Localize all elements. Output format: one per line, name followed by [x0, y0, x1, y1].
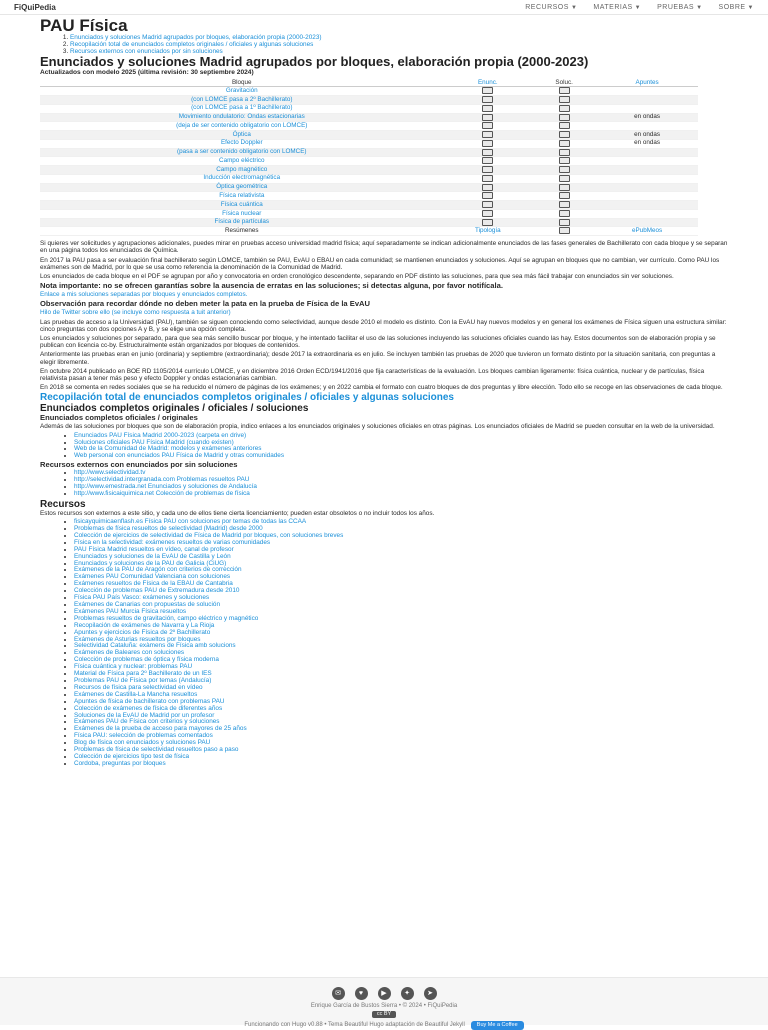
pdf-icon[interactable] — [482, 96, 493, 103]
list-item[interactable] — [74, 761, 728, 768]
block-link[interactable]: (pasa a ser contenido obligatorio con LOMCE) — [177, 148, 307, 156]
enunc-cell[interactable] — [444, 122, 533, 131]
list-link[interactable]: Exámenes de Castilla-La Mancha resueltos — [74, 690, 198, 698]
apuntes-cell[interactable] — [596, 166, 698, 175]
pdf-icon[interactable] — [559, 140, 570, 147]
table-row — [40, 122, 698, 131]
list-link[interactable]: Exámenes de la PAU de Aragón con criterios de corrección — [74, 566, 242, 574]
block-link[interactable]: Campo magnético — [216, 165, 268, 173]
pdf-icon[interactable] — [482, 140, 493, 147]
paragraph: En octubre 2014 publicado en BOE RD 1105/2014 currículo LOMCE, y en diciembre 2016 Orden ECD/1941/2016 que fija características de la evaluación. Los bloques cambian ligeramente: física cuántica, nuclear y de partículas, física relativista pasan a tener más peso y efecto Doppler y ondas estacionarias cambian. — [40, 367, 705, 383]
table-row — [40, 166, 698, 175]
nav-label: PRUEBAS — [657, 3, 695, 11]
block-link[interactable]: Física nuclear — [222, 209, 262, 217]
paragraph: En 2017 la PAU pasa a ser evaluación final bachillerato según LOMCE, también se PAU, EvAU o EBAU en cada comunidad; se mantienen enunciados y soluciones. Aquí se agrupan en bloques que no cambian, ver currículo. Como PAU los exámenes son de Madrid, por lo que se usa como referencia la denominación de la Comunidad de Madrid. — [40, 256, 720, 271]
enunc-cell[interactable] — [444, 131, 533, 140]
chevron-down-icon: ▼ — [747, 4, 754, 11]
footer — [0, 977, 768, 1028]
block-cell[interactable] — [40, 87, 444, 96]
list-link[interactable]: Exámenes resueltos de Física de la EBAU de Cantabria — [74, 580, 233, 588]
soluc-cell[interactable] — [532, 157, 596, 166]
soluc-cell[interactable] — [532, 131, 596, 140]
nav-label: SOBRE — [718, 3, 746, 11]
enunc-cell[interactable] — [444, 174, 533, 183]
apuntes-cell[interactable] — [596, 201, 698, 210]
soluc-cell[interactable] — [532, 122, 596, 131]
pdf-icon[interactable] — [482, 105, 493, 112]
block-link[interactable]: (deja de ser contenido obligatorio con LOMCE) — [176, 121, 308, 129]
pdf-icon[interactable] — [482, 219, 493, 226]
soluc-cell[interactable] — [532, 218, 596, 227]
soluc-cell[interactable] — [532, 87, 596, 96]
email-icon[interactable]: ✉ — [332, 987, 345, 1000]
block-link[interactable]: (con LOMCE pasa a 1º Bachillerato) — [191, 104, 293, 112]
list-link[interactable]: Web de la Comunidad de Madrid: modelos y exámenes anteriores — [74, 445, 262, 453]
paragraph: Además de las soluciones por bloques que son de elaboración propia, indico enlaces a los enunciados originales y soluciones oficiales en otras páginas. Los enunciados oficiales de Madrid se pueden consultar en la web de la universidad. — [40, 423, 715, 431]
enunc-cell[interactable] — [444, 201, 533, 210]
external-heading: Recursos externos con enunciados por sin soluciones — [40, 460, 238, 470]
list-link[interactable]: Colección de problemas de óptica y física moderna — [74, 656, 219, 664]
pdf-icon[interactable] — [559, 184, 570, 191]
resources-list — [40, 519, 728, 768]
toc-link[interactable]: Enunciados y soluciones Madrid agrupados por bloques, elaboración propia (2000-2023) — [70, 34, 322, 41]
block-link[interactable]: Efecto Doppler — [220, 139, 263, 147]
heart-icon[interactable]: ♥ — [355, 987, 368, 1000]
tipologia-link[interactable]: Tipología — [474, 227, 501, 235]
pdf-icon[interactable] — [482, 122, 493, 129]
soluc-cell[interactable] — [532, 148, 596, 157]
toc-link[interactable]: Recursos externos con enunciados por sin soluciones — [70, 48, 223, 55]
pdf-icon[interactable] — [559, 105, 570, 112]
social-links — [0, 987, 768, 1000]
list-link[interactable]: Soluciones oficiales PAU Física Madrid (cuando existen) — [74, 438, 234, 446]
apuntes-cell[interactable] — [596, 139, 698, 148]
list-link[interactable]: Problemas resueltos de gravitación, campo eléctrico y magnético — [74, 614, 259, 622]
list-link[interactable]: Exámenes PAU de Física con criterios y soluciones — [74, 718, 220, 726]
solutions-link[interactable]: Enlace a mis soluciones separadas por bloques y enunciados completos. — [40, 291, 248, 299]
chevron-down-icon: ▼ — [634, 4, 642, 11]
list-link[interactable]: Exámenes de Baleares con soluciones — [74, 649, 185, 657]
updated-note: Actualizados con modelo 2025 (última revisión: 30 septiembre 2024) — [40, 69, 254, 76]
pdf-icon[interactable] — [559, 131, 570, 138]
full-exams-heading: Enunciados completos originales / oficiales / soluciones — [40, 403, 309, 415]
list-link[interactable]: Colección de ejercicios de selectividad de Física de Madrid por bloques, con soluciones breves — [74, 531, 344, 539]
soluc-cell[interactable] — [532, 139, 596, 148]
soluc-cell[interactable] — [532, 95, 596, 104]
list-link[interactable]: Web personal con enunciados PAU Física de Madrid y otras comunidades — [74, 452, 285, 460]
block-cell[interactable] — [40, 122, 444, 131]
apuntes-cell[interactable] — [596, 174, 698, 183]
pdf-icon[interactable] — [559, 114, 570, 121]
list-link[interactable]: Apuntes de física de bachillerato con problemas PAU — [74, 697, 225, 705]
list-link[interactable]: Física PAU País Vasco: exámenes y soluciones — [74, 594, 210, 602]
header-soluc: Soluc. — [532, 78, 596, 87]
enunc-cell[interactable] — [444, 148, 533, 157]
table-row — [40, 192, 698, 201]
enunc-cell[interactable] — [444, 166, 533, 175]
list-link[interactable]: Colección de ejercicios tipo test de física — [74, 752, 190, 760]
enunc-cell[interactable] — [444, 113, 533, 122]
block-cell[interactable] — [40, 201, 444, 210]
recopilacion-heading[interactable]: Recopilación total de enunciados completos originales / oficiales y algunas soluciones — [40, 392, 454, 404]
enunc-cell[interactable] — [444, 157, 533, 166]
apuntes-cell[interactable] — [596, 183, 698, 192]
license-badge[interactable]: cc BY — [372, 1011, 396, 1018]
block-cell[interactable] — [40, 131, 444, 140]
apuntes-note: en ondas — [634, 130, 661, 138]
table-row — [40, 148, 698, 157]
nav-item-pruebas[interactable] — [657, 4, 702, 11]
block-link[interactable]: Física relativista — [219, 191, 265, 199]
pdf-icon[interactable] — [559, 175, 570, 182]
telegram-icon[interactable]: ➤ — [424, 987, 437, 1000]
list-link[interactable]: Física cuántica y nuclear: problemas PAU — [74, 663, 193, 671]
memo-heading: Observación para recordar dónde no deben meter la pata en la prueba de Física de la EvAU — [40, 299, 371, 309]
apuntes-cell[interactable] — [596, 95, 698, 104]
list-link[interactable]: Soluciones de la EvAU de Madrid por un profesor — [74, 711, 215, 719]
table-row — [40, 131, 698, 140]
important-note-heading: Nota importante: no se ofrecen garantías sobre la ausencia de erratas en las soluciones; si detectas alguna, por favor notifícala. — [40, 281, 503, 291]
pdf-icon[interactable] — [559, 201, 570, 208]
nav-label: MATERIAS — [593, 3, 633, 11]
soluc-cell[interactable] — [532, 201, 596, 210]
site-brand[interactable]: FiQuiPedia — [14, 2, 56, 12]
list-link[interactable]: Cordoba, preguntas por bloques — [74, 759, 166, 767]
list-link[interactable]: Problemas de física de selectividad resueltos paso a paso — [74, 746, 239, 754]
enunc-cell[interactable] — [444, 87, 533, 96]
soluc-cell[interactable] — [532, 183, 596, 192]
list-link[interactable]: Problemas PAU de Física por temas (Andalucía) — [74, 676, 212, 684]
table-header-row — [40, 78, 698, 87]
apuntes-note: en ondas — [634, 139, 661, 147]
soluc-cell[interactable] — [532, 113, 596, 122]
block-link[interactable]: (con LOMCE pasa a 2º Bachillerato) — [191, 95, 293, 103]
epub-link[interactable]: ePubMeos — [632, 227, 663, 235]
soluc-cell[interactable] — [532, 174, 596, 183]
header-bloque: Bloque — [40, 78, 444, 87]
soluc-cell[interactable] — [532, 192, 596, 201]
table-of-contents — [40, 34, 728, 55]
list-link[interactable]: Exámenes de Canarias con propuestas de solución — [74, 601, 221, 608]
apuntes-cell[interactable] — [596, 87, 698, 96]
pdf-icon[interactable] — [559, 210, 570, 217]
pdf-icon[interactable] — [559, 149, 570, 156]
pdf-icon[interactable] — [482, 192, 493, 199]
list-link[interactable]: Recopilación de exámenes de Navarra y La Rioja — [74, 621, 215, 629]
block-cell[interactable] — [40, 174, 444, 183]
block-link[interactable]: Física cuántica — [220, 200, 263, 208]
table-row — [40, 157, 698, 166]
pdf-icon[interactable] — [482, 87, 493, 94]
table-row — [40, 113, 698, 122]
list-item[interactable] — [74, 491, 728, 498]
chevron-down-icon: ▼ — [696, 4, 703, 11]
enunc-cell[interactable] — [444, 104, 533, 113]
table-row — [40, 183, 698, 192]
block-link[interactable]: Gravitación — [225, 86, 258, 94]
full-exams-subheading: Enunciados completos oficiales / originales — [40, 413, 198, 423]
header-apuntes[interactable]: Apuntes — [596, 78, 698, 87]
toc-link[interactable]: Recopilación total de enunciados completos originales / oficiales y algunas soluciones — [70, 41, 314, 48]
list-link[interactable]: Colección de problemas PAU de Extremadura desde 2010 — [74, 587, 240, 595]
paragraph: Anteriormente las pruebas eran en junio (ordinaria) y septiembre (extraordinaria); desde 2017 la extraordinaria es en julio. Se incluyen también las pruebas de 2020 que tuvieron un formato distinto por la situación sanitaria, con preguntas a elegir libremente. — [40, 351, 716, 366]
pdf-icon[interactable] — [482, 114, 493, 121]
list-link[interactable]: Exámenes de Asturias resueltos por bloques — [74, 635, 201, 643]
pdf-icon[interactable] — [482, 175, 493, 182]
block-cell[interactable] — [40, 166, 444, 175]
block-cell[interactable] — [40, 218, 444, 227]
twitter-icon[interactable]: ✦ — [401, 987, 414, 1000]
list-link[interactable]: Problemas de física resueltos de selectividad (Madrid) desde 2000 — [74, 525, 263, 533]
pdf-icon[interactable] — [559, 87, 570, 94]
list-link[interactable]: http://www.emestrada.net Enunciados y soluciones de Andalucía — [74, 483, 257, 491]
block-cell[interactable] — [40, 95, 444, 104]
list-link[interactable]: Exámenes PAU Murcia Física resueltos — [74, 607, 187, 615]
pdf-icon[interactable] — [482, 201, 493, 208]
pdf-icon[interactable] — [482, 131, 493, 138]
page-title: PAU Física — [40, 16, 128, 35]
list-item[interactable] — [74, 453, 728, 460]
block-link[interactable]: Campo eléctrico — [219, 156, 265, 164]
list-link[interactable]: Enunciados PAU Física Madrid 2000-2023 (carpeta en drive) — [74, 431, 247, 439]
summary-row — [40, 227, 698, 236]
list-item[interactable] — [74, 754, 728, 761]
list-link[interactable]: http://selectividad.intergranada.com Problemas resueltos PAU — [74, 476, 250, 484]
youtube-icon[interactable]: ▶ — [378, 987, 391, 1000]
list-link[interactable]: Blog de física con enunciados y soluciones PAU — [74, 739, 211, 747]
enunc-cell[interactable] — [444, 209, 533, 218]
block-link[interactable]: Movimiento ondulatorio: Ondas estacionarias — [178, 113, 305, 121]
twitter-thread-link[interactable]: Hilo de Twitter sobre ello (se incluye como respuesta a tuit anterior) — [40, 309, 231, 317]
main-content — [0, 15, 768, 768]
pdf-icon[interactable] — [559, 122, 570, 129]
buy-coffee-button[interactable]: Buy Me a Coffee — [471, 1021, 524, 1030]
soluc-cell[interactable] — [532, 104, 596, 113]
footer-powered: Funcionando con Hugo v0.88 • Tema Beautiful Hugo adaptación de Beautiful Jekyll — [244, 1022, 465, 1028]
footer-copyright: Enrique García de Bustos Sierra • © 2024 • FiQuiPedia — [310, 1003, 458, 1009]
block-link[interactable]: Inducción electromagnética — [203, 174, 281, 182]
block-cell[interactable] — [40, 104, 444, 113]
soluc-cell[interactable] — [532, 209, 596, 218]
block-link[interactable]: Física de partículas — [214, 218, 270, 226]
table-row — [40, 174, 698, 183]
apuntes-cell[interactable] — [596, 209, 698, 218]
nav-item-recursos[interactable] — [525, 4, 577, 11]
table-row — [40, 139, 698, 148]
pdf-icon[interactable] — [559, 227, 570, 234]
block-cell[interactable] — [40, 139, 444, 148]
list-link[interactable]: Selectividad Cataluña: exàmens de Física amb solucions — [74, 642, 236, 650]
blocks-table — [40, 78, 698, 236]
table-body — [40, 87, 698, 236]
list-link[interactable]: Recursos de física para selectividad en vídeo — [74, 683, 203, 691]
external-links-list — [40, 470, 728, 498]
enunc-cell[interactable] — [444, 139, 533, 148]
table-row — [40, 104, 698, 113]
nav-item-materias[interactable] — [593, 4, 641, 11]
block-cell[interactable] — [40, 192, 444, 201]
apuntes-cell[interactable] — [596, 148, 698, 157]
apuntes-cell[interactable] — [596, 104, 698, 113]
apuntes-note: en ondas — [634, 113, 661, 121]
list-link[interactable]: Exámenes de la prueba de acceso para mayores de 25 años — [74, 725, 247, 733]
block-cell[interactable] — [40, 209, 444, 218]
nav-label: RECURSOS — [525, 3, 569, 11]
official-links-list — [40, 433, 728, 461]
paragraph: Los enunciados y soluciones por separado, para que sea más sencillo buscar por bloque, y he intentado facilitar el uso de las soluciones incluyendo las soluciones oficiales cuando las hay. Estos documentos son de elaboración propia y se publican con licencia cc-by. Estructuralmente están organizados por bloques de contenidos. — [40, 335, 716, 350]
paragraph: En 2018 se comenta en redes sociales que se ha reducido el número de páginas de los exámenes; y en 2022 cambia el formato con cuatro bloques de dos preguntas y libre elección. Todo ello se recoge en las observaciones de cada bloque. — [40, 384, 723, 392]
nav-menu — [525, 4, 754, 11]
paragraph: Si quieres ver solicitudes y agrupaciones adicionales, puedes mirar en pruebas acceso universidad madrid física; aquí separadamente se indican adicionalmente enunciados de las fases generales de Bachillerato con cada bloque y se separan en una página todos los enunciados de Química. — [40, 240, 728, 255]
nav-item-sobre[interactable] — [719, 4, 754, 11]
pdf-icon[interactable] — [559, 192, 570, 199]
table-row — [40, 209, 698, 218]
apuntes-cell[interactable] — [596, 218, 698, 227]
pdf-icon[interactable] — [482, 210, 493, 217]
apuntes-cell[interactable] — [596, 131, 698, 140]
paragraph: Los enunciados de cada bloque en el PDF se agrupan por año y convocatoria en orden cronológico descendente, separando en PDF distinto las soluciones, para que sea más fácil trabajar con enunciados sin ver soluciones. — [40, 273, 674, 281]
apuntes-cell[interactable] — [596, 122, 698, 131]
block-cell[interactable] — [40, 183, 444, 192]
pdf-icon[interactable] — [559, 96, 570, 103]
table-row — [40, 218, 698, 227]
list-link[interactable]: Colección de exámenes de física de diferentes años — [74, 704, 223, 712]
chevron-down-icon: ▼ — [570, 4, 578, 11]
paragraph: Las pruebas de acceso a la Universidad (PAU), también se siguen conociendo como selectividad, aunque desde 2010 el modelo es distinto. Con la EvAU hay nuevos modelos y en general los exámenes de Física siguen una estructura similar: cinco preguntas con dos opciones A y B, y se elige una opción completa. — [40, 318, 727, 333]
resources-heading: Recursos — [40, 498, 86, 510]
section-title: Enunciados y soluciones Madrid agrupados por bloques, elaboración propia (2000-2023) — [40, 54, 589, 69]
pdf-icon[interactable] — [482, 184, 493, 191]
list-link[interactable]: Exámenes PAU Comunidad Valenciana con soluciones — [74, 573, 231, 581]
list-link[interactable]: http://www.selectividad.tv — [74, 469, 146, 477]
apuntes-cell[interactable] — [596, 192, 698, 201]
enunc-cell[interactable] — [444, 183, 533, 192]
list-link[interactable]: Apuntes y ejercicios de Física de 2º Bachillerato — [74, 628, 211, 636]
header-enunc[interactable]: Enunc. — [444, 78, 533, 87]
toc-item[interactable] — [70, 41, 728, 48]
summary-label: Resúmenes — [40, 227, 444, 236]
list-link[interactable]: http://www.fisicaiquimica.net Colección de problemas de física — [74, 490, 250, 498]
apuntes-cell[interactable] — [596, 157, 698, 166]
enunc-cell[interactable] — [444, 192, 533, 201]
block-cell[interactable] — [40, 148, 444, 157]
block-link[interactable]: Óptica geométrica — [216, 183, 268, 191]
enunc-cell[interactable] — [444, 95, 533, 104]
table-row — [40, 95, 698, 104]
soluc-cell[interactable] — [532, 166, 596, 175]
paragraph: Estos recursos son externos a este sitio, y cada uno de ellos tiene cierta licenciamiento; pueden estar obsoletos o no incluir todos los años. — [40, 509, 435, 517]
list-link[interactable]: Enunciados y soluciones de la EvAU de Castilla y León — [74, 552, 231, 560]
top-navbar — [0, 0, 768, 15]
apuntes-cell[interactable] — [596, 113, 698, 122]
pdf-icon[interactable] — [559, 166, 570, 173]
list-link[interactable]: Enunciados y soluciones de la PAU de Galicia (CiUG) — [74, 559, 227, 567]
list-link[interactable]: Física en la selectividad: exámenes resueltos de varias comunidades — [74, 538, 271, 546]
pdf-icon[interactable] — [482, 157, 493, 164]
enunc-cell[interactable] — [444, 218, 533, 227]
pdf-icon[interactable] — [559, 157, 570, 164]
block-cell[interactable] — [40, 157, 444, 166]
pdf-icon[interactable] — [482, 149, 493, 156]
block-link[interactable]: Óptica — [232, 130, 251, 138]
pdf-icon[interactable] — [559, 219, 570, 226]
toc-item[interactable] — [70, 34, 728, 41]
list-link[interactable]: fisicayquimicaenflash.es Física PAU con soluciones por temas de todas las CCAA — [74, 518, 307, 526]
block-cell[interactable] — [40, 113, 444, 122]
table-row — [40, 87, 698, 96]
list-link[interactable]: Física PAU: selección de problemas comentados — [74, 732, 213, 740]
list-link[interactable]: Material de Física para 2º Bachillerato de un IES — [74, 670, 212, 678]
pdf-icon[interactable] — [482, 166, 493, 173]
table-row — [40, 201, 698, 210]
list-link[interactable]: PAU Física Madrid resueltos en vídeo, canal de profesor — [74, 545, 234, 553]
